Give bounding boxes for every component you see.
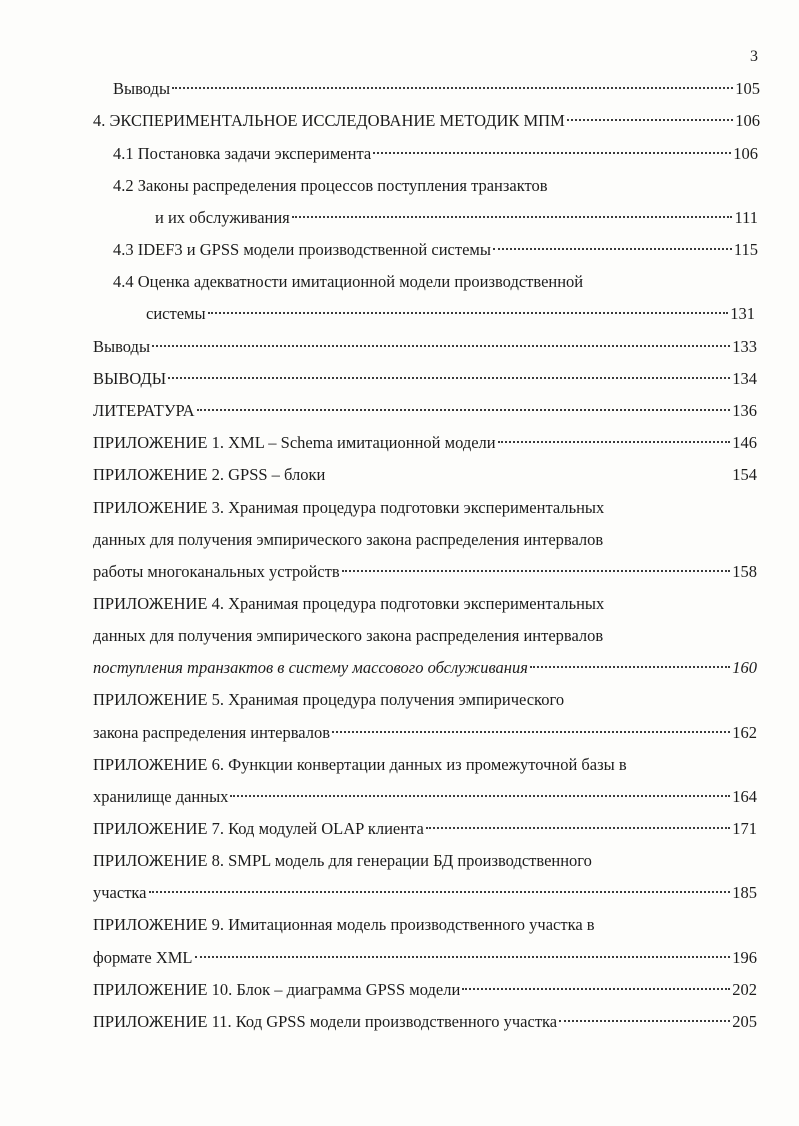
toc-entry-title: ПРИЛОЖЕНИЕ 7. Код модулей OLAP клиента bbox=[93, 819, 424, 838]
toc-entry-title: ПРИЛОЖЕНИЕ 6. Функции конвертации данных из промежуточной базы в bbox=[93, 755, 627, 774]
toc-entry-page: 133 bbox=[732, 337, 757, 356]
toc-entry-page: 146 bbox=[732, 433, 757, 452]
toc-entry-title: ВЫВОДЫ bbox=[93, 369, 167, 388]
toc-entry-title: поступления транзактов в систему массового обслуживания bbox=[93, 658, 528, 677]
toc-entry-page: 205 bbox=[732, 1012, 757, 1031]
toc-entry bbox=[93, 1010, 757, 1034]
toc-entry-title: данных для получения эмпирического закона распределения интервалов bbox=[93, 626, 604, 645]
dot-leader bbox=[327, 473, 730, 475]
toc-entry-title: ПРИЛОЖЕНИЕ 10. Блок – диаграмма GPSS модели bbox=[93, 980, 461, 999]
toc-entry-page: 134 bbox=[732, 369, 757, 388]
toc-entry-title: ПРИЛОЖЕНИЕ 8. SMPL модель для генерации БД производственного bbox=[93, 851, 592, 870]
toc-entry-page: 111 bbox=[734, 208, 758, 227]
toc-entry-title: участка bbox=[93, 883, 147, 902]
toc-entry-title: Выводы bbox=[113, 79, 171, 98]
dot-leader bbox=[208, 312, 729, 314]
dot-leader bbox=[292, 216, 733, 218]
toc-entry-title: ЛИТЕРАТУРА bbox=[93, 401, 195, 420]
toc-entry bbox=[93, 881, 757, 905]
toc-entry bbox=[93, 785, 757, 809]
toc-entry-title: закона распределения интервалов bbox=[93, 723, 331, 742]
toc-entry bbox=[113, 77, 760, 101]
dot-leader bbox=[373, 152, 731, 154]
toc-entry-title: ПРИЛОЖЕНИЕ 1. XML – Schema имитационной модели bbox=[93, 433, 496, 452]
toc-entry-page: 162 bbox=[732, 723, 757, 742]
toc-entry-page: 196 bbox=[732, 948, 757, 967]
toc-entry-title: 4.1 Постановка задачи эксперимента bbox=[113, 144, 372, 163]
toc-entry bbox=[93, 367, 757, 391]
toc-entry-page: 106 bbox=[733, 144, 758, 163]
toc-entry bbox=[93, 721, 757, 745]
dot-leader bbox=[195, 956, 731, 958]
dot-leader bbox=[152, 345, 730, 347]
toc-entry-page: 131 bbox=[730, 304, 755, 323]
toc-entry-title: ПРИЛОЖЕНИЕ 4. Хранимая процедура подготовки экспериментальных bbox=[93, 594, 605, 613]
dot-leader bbox=[498, 441, 731, 443]
toc-entry bbox=[93, 335, 757, 359]
toc-entry-page: 154 bbox=[732, 465, 757, 484]
toc-entry-title: 4.2 Законы распределения процессов поступления транзактов bbox=[113, 176, 548, 195]
toc-entry-title: ПРИЛОЖЕНИЕ 9. Имитационная модель производственного участка в bbox=[93, 915, 595, 934]
toc-entry-page: 185 bbox=[732, 883, 757, 902]
toc-entry bbox=[93, 978, 757, 1002]
toc-entry-page: 160 bbox=[732, 658, 757, 677]
dot-leader bbox=[172, 87, 733, 89]
toc-entry bbox=[93, 656, 757, 680]
toc-entry bbox=[93, 817, 757, 841]
toc-entry bbox=[93, 463, 757, 487]
toc-entry-title: системы bbox=[146, 304, 206, 323]
toc-entry-page: 202 bbox=[732, 980, 757, 999]
toc-entry bbox=[93, 431, 757, 455]
toc-entry bbox=[113, 142, 758, 166]
page-number: 3 bbox=[750, 48, 758, 65]
toc-entry-title: ПРИЛОЖЕНИЕ 3. Хранимая процедура подготовки экспериментальных bbox=[93, 498, 605, 517]
dot-leader bbox=[426, 827, 730, 829]
toc-entry-page: 164 bbox=[732, 787, 757, 806]
dot-leader bbox=[230, 795, 730, 797]
toc-entry-page: 115 bbox=[733, 240, 758, 259]
toc-entry bbox=[93, 946, 757, 970]
dot-leader bbox=[493, 248, 732, 250]
toc-entry-title: ПРИЛОЖЕНИЕ 11. Код GPSS модели производственного участка bbox=[93, 1012, 558, 1031]
dot-leader bbox=[559, 1020, 730, 1022]
toc-entry-title: хранилище данных bbox=[93, 787, 229, 806]
toc-entry-title: формате XML bbox=[93, 948, 193, 967]
toc-entry bbox=[113, 238, 758, 262]
toc-entry-page: 106 bbox=[735, 111, 760, 130]
toc-entry bbox=[93, 560, 757, 584]
toc-entry-page: 171 bbox=[732, 819, 757, 838]
toc-entry bbox=[155, 206, 758, 230]
dot-leader bbox=[149, 891, 731, 893]
dot-leader bbox=[530, 666, 730, 668]
dot-leader bbox=[332, 731, 730, 733]
toc-entry-title: и их обслуживания bbox=[155, 208, 290, 227]
toc-entry bbox=[146, 302, 755, 326]
toc-entry-title: Выводы bbox=[93, 337, 151, 356]
toc-entry-title: ПРИЛОЖЕНИЕ 5. Хранимая процедура получения эмпирического bbox=[93, 690, 565, 709]
toc-entry-title: 4.3 IDEF3 и GPSS модели производственной системы bbox=[113, 240, 491, 259]
toc-entry-title: ПРИЛОЖЕНИЕ 2. GPSS – блоки bbox=[93, 465, 326, 484]
toc-entry-page: 136 bbox=[732, 401, 757, 420]
toc-entry-page: 105 bbox=[735, 79, 760, 98]
dot-leader bbox=[168, 377, 730, 379]
toc-entry-title: данных для получения эмпирического закона распределения интервалов bbox=[93, 530, 604, 549]
dot-leader bbox=[567, 119, 733, 121]
dot-leader bbox=[197, 409, 731, 411]
toc-entry-page: 158 bbox=[732, 562, 757, 581]
toc-entry-title: 4. ЭКСПЕРИМЕНТАЛЬНОЕ ИССЛЕДОВАНИЕ МЕТОДИК МПМ bbox=[93, 111, 565, 130]
toc-entry-title: 4.4 Оценка адекватности имитационной модели производственной bbox=[113, 272, 584, 291]
dot-leader bbox=[462, 988, 730, 990]
toc-entry bbox=[93, 399, 757, 423]
toc-entry bbox=[93, 109, 760, 133]
dot-leader bbox=[342, 570, 731, 572]
toc-entry-title: работы многоканальных устройств bbox=[93, 562, 340, 581]
